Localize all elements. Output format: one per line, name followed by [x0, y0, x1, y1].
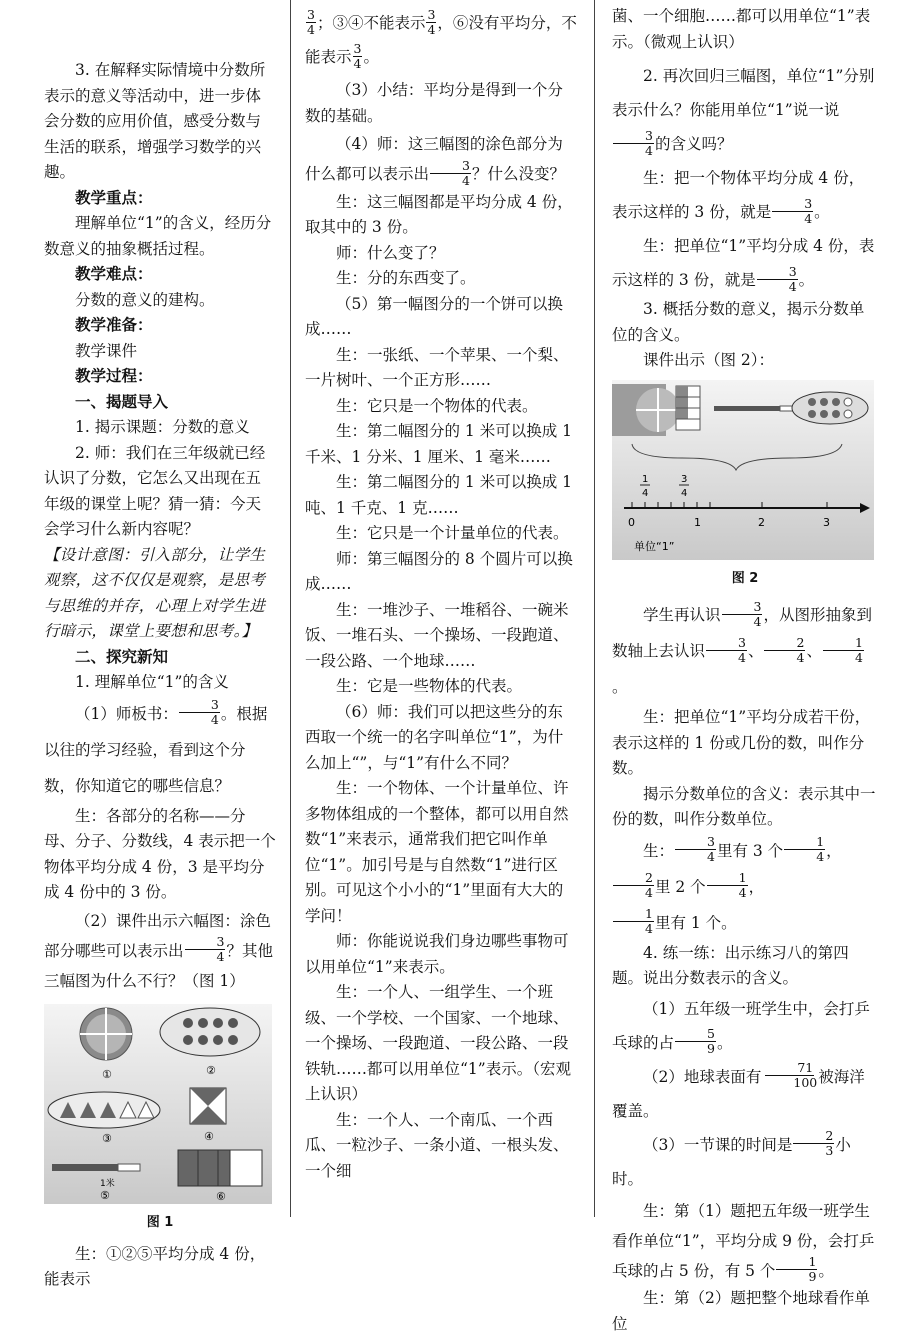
axis-fraction-3-4-den: 4 — [681, 487, 688, 499]
one-meter-label: 1米 — [100, 1179, 115, 1189]
fraction-1-4 — [784, 835, 825, 864]
fraction-denominator: 4 — [427, 21, 436, 37]
axis-fraction-1-4-num: 1 — [642, 473, 649, 485]
ex2-text-b: 被海洋覆盖。 — [612, 1067, 865, 1120]
fraction-denominator: 4 — [216, 949, 225, 964]
fraction-2-4 — [613, 871, 654, 900]
answer-parts: 生：各部分的名称——分母、分子、分数线，4 表示把一个物体平均分成 4 份，3 是平均分成 4 份中的 3 份。 — [44, 806, 276, 901]
design-intent-note: 【设计意图：引入部分，让学生观察，这不仅仅是观察，是思考与思维的并存，心理上对学生进行暗示，课堂上要想和思考。】 — [44, 545, 266, 640]
dot-shape — [832, 410, 840, 418]
preparation-text: 教学课件 — [75, 341, 138, 360]
ex1-text-a: （1）五年级一班学生中，会打乒乓球的占 — [612, 999, 870, 1052]
column-middle — [305, 0, 577, 1217]
meter-bar — [714, 406, 780, 411]
question-7: （6）师：我们可以把这些分的东西取一个统一的名字叫单位“1”，为什么加上“”，与“1”有什么不同？ — [305, 702, 564, 772]
fraction-71-100 — [762, 1061, 817, 1090]
teacher-what-changed: 师：什么变了？ — [336, 243, 445, 262]
unit-answer-paragraph — [612, 833, 878, 941]
fraction-numerator: 3 — [307, 6, 315, 22]
fraction-3-4 — [426, 8, 436, 37]
q4-text-a: （4）师：这三幅图的涂色部分为什么都可以表示出 — [305, 135, 563, 183]
process-heading: 教学过程： — [75, 367, 153, 385]
question-6: 师：第三幅图分的 8 个圆片可以换成…… — [305, 549, 573, 593]
answer-1 — [612, 161, 878, 229]
bar-segment — [96, 1164, 118, 1171]
fraction-denominator: 9 — [808, 1269, 817, 1284]
bar-segment — [74, 1164, 96, 1171]
grouping-brace — [632, 444, 842, 470]
axis-label-1: 1 — [694, 515, 701, 529]
fraction-numerator: 2 — [613, 871, 654, 886]
figure-label-4: ④ — [204, 1130, 214, 1143]
bar-segment — [118, 1164, 140, 1171]
dot-shape — [183, 1018, 193, 1028]
column-divider — [290, 0, 291, 1217]
top-continuation: 菌、一个细胞……都可以用单位“1”表示。（微观上认识） — [612, 7, 871, 51]
figure-label-3: ③ — [102, 1132, 112, 1145]
dot-shape — [832, 398, 840, 406]
rect-part — [198, 1150, 218, 1186]
question-5: （5）第一幅图分的一个饼可以换成…… — [305, 294, 563, 338]
student-changed: 生：分的东西变了。 — [336, 269, 476, 287]
answer-5b: 生：它只是一个物体的代表。 — [336, 396, 538, 415]
fraction-numerator: 3 — [706, 636, 747, 651]
re-text-e: 。 — [612, 678, 628, 696]
bar-segment — [52, 1164, 74, 1171]
fraction-1-4 — [707, 871, 748, 900]
a3-text-b: 。 — [818, 1261, 834, 1280]
answer-7b: 生：它只是一个计量单位的代表。 — [336, 524, 569, 542]
answer-8: 生：一堆沙子、一堆稻谷、一碗米饭、一堆石头、一个操场、一段跑道、一段公路、一个地球…… — [305, 600, 569, 670]
a1-text-a: 生：把一个物体平均分成 4 份，表示这样的 3 份，就是 — [612, 169, 865, 221]
fraction-numerator: 1 — [613, 907, 654, 922]
figure-label-5: ⑤ — [100, 1189, 110, 1202]
dot-shape — [228, 1035, 238, 1045]
fraction-denominator: 3 — [825, 1143, 834, 1158]
fraction-denominator: 4 — [738, 649, 746, 665]
fraction-numerator: 3 — [613, 129, 654, 144]
question-2 — [612, 59, 878, 161]
top-text-b: ；③④不能表示 — [316, 14, 426, 32]
definition-paragraph: 生：把单位“1”平均分成若干份，表示这样的 1 份或几份的数，叫作分数。 — [612, 708, 871, 777]
ex2-text-a: （2）地球表面有 — [643, 1067, 762, 1086]
difficulty-heading: 教学难点： — [75, 265, 153, 283]
fraction-unit-paragraph: 揭示分数单位的含义：表示其中一份的数，叫作分数单位。 — [612, 784, 876, 828]
fraction-3-4 — [706, 636, 747, 665]
column-left — [44, 0, 276, 1288]
fraction-5-9 — [675, 1027, 716, 1056]
fraction-numerator: 3 — [772, 197, 813, 212]
fraction-numerator: 3 — [675, 835, 716, 850]
a2-text-a: 生：把单位“1”平均分成 4 份，表示这样的 3 份，就是 — [612, 237, 875, 289]
axis-label-0: 0 — [628, 515, 635, 529]
section-2-heading: 二、探究新知 — [75, 647, 169, 666]
dot-shape — [198, 1035, 208, 1045]
answer-8b: 生：它是一些物体的代表。 — [336, 677, 523, 695]
fraction-denominator: 4 — [738, 885, 747, 900]
dot-shape — [844, 398, 852, 406]
q4-text-b: ？什么没变？ — [471, 165, 565, 183]
answer-6: 生：第二幅图分的 1 米可以换成 1 千米、1 分米、1 厘米、1 毫米…… — [305, 422, 573, 466]
section-2-item-1: 1. 理解单位“1”的含义 — [75, 673, 229, 691]
figure-2 — [612, 380, 874, 560]
fraction-denominator: 4 — [788, 278, 797, 294]
ex1-text-b: 。 — [716, 1033, 733, 1052]
fraction-numerator: 3 — [185, 935, 226, 950]
u-text-b: 里有 3 个 — [716, 841, 784, 860]
fraction-numerator: 1 — [823, 636, 864, 651]
difficulty-text: 分数的意义的建构。 — [75, 290, 215, 309]
six-text-a: （2）课件出示六幅图：涂色部分哪些可以表示出 — [44, 911, 271, 960]
dot-shape — [228, 1018, 238, 1028]
fraction-3-4 — [179, 698, 220, 727]
key-points-text: 理解单位“1”的含义，经历分数意义的抽象概括过程。 — [44, 214, 272, 258]
dot-shape — [808, 410, 816, 418]
re-text-c: 、 — [747, 642, 764, 660]
fraction-denominator: 4 — [462, 172, 470, 188]
answer-4: 生：这三幅图都是平均分成 4 份，取其中的 3 份。 — [305, 192, 573, 236]
fraction-numerator: 71 — [765, 1061, 814, 1076]
six-figures-paragraph — [44, 906, 276, 997]
fraction-3-4 — [353, 42, 363, 71]
fraction-denominator: 4 — [796, 649, 805, 665]
fraction-numerator: 3 — [427, 6, 436, 22]
answer-exercise-2: 生：第（2）题把整个地球看作单位 — [612, 1289, 870, 1333]
dot-shape — [820, 398, 828, 406]
dot-shape — [820, 410, 828, 418]
answer-5: 生：一张纸、一个苹果、一个梨、一片树叶、一个正方形…… — [305, 345, 569, 389]
fraction-numerator: 3 — [757, 265, 798, 280]
q2-text-a: 2. 再次回归三幅图，单位“1”分别表示什么？你能用单位“1”说一说 — [612, 67, 875, 119]
key-points-heading: 教学重点： — [75, 188, 153, 207]
fraction-numerator: 2 — [764, 636, 805, 651]
fraction-denominator: 4 — [753, 613, 762, 629]
fraction-3-4 — [722, 600, 763, 629]
fraction-numerator: 1 — [784, 835, 825, 850]
fraction-2-3 — [793, 1129, 834, 1158]
rect-part — [178, 1150, 198, 1186]
exercise-1 — [612, 992, 878, 1060]
a2-text-b: 。 — [798, 271, 815, 289]
fraction-denominator: 4 — [307, 21, 315, 37]
courseware-show: 课件出示（图 2）： — [643, 351, 775, 369]
fraction-denominator: 4 — [804, 210, 813, 226]
axis-label-3: 3 — [823, 515, 830, 529]
fraction-numerator: 3 — [353, 40, 362, 56]
dot-shape — [213, 1035, 223, 1045]
ex3-text-a: （3）一节课的时间是 — [643, 1135, 793, 1154]
axis-label-2: 2 — [758, 515, 765, 529]
fraction-3-4 — [675, 835, 716, 864]
dot-shape — [198, 1018, 208, 1028]
goal-3-paragraph: 3. 在解释实际情境中分数所表示的意义等活动中，进一步体会分数的应用价值，感受分数与生活的联系，增强学习数学的兴趣。 — [44, 61, 266, 181]
unit-one-label: 单位“1” — [634, 539, 675, 553]
answer-10: 生：一个人、一组学生、一个班级、一个学校、一个国家、一个地球、一个操场、一段跑道、一段公路、一段铁轨……都可以用单位“1”表示。（宏观上认识） — [305, 983, 571, 1103]
axis-fraction-3-4-num: 3 — [681, 473, 688, 485]
fraction-3-4 — [185, 935, 226, 964]
section-1-item-2: 2. 师：我们在三年级就已经认识了分数，它怎么又出现在五年级的课堂上呢？猜一猜：今天会学习什么新内容呢？ — [44, 443, 266, 538]
fraction-1-4 — [823, 636, 864, 665]
summary-paragraph: （3）小结：平均分是得到一个分数的基础。 — [305, 81, 563, 125]
u-text-a: 生： — [643, 841, 675, 860]
fraction-denominator: 4 — [353, 55, 362, 71]
fraction-numerator: 5 — [675, 1027, 716, 1042]
top-text-d: 。 — [363, 48, 379, 66]
rect-part — [230, 1150, 262, 1186]
ex3-text-b: 小时。 — [612, 1135, 851, 1188]
fraction-denominator: 4 — [816, 849, 825, 864]
u-text-d: 里 2 个 — [654, 877, 706, 896]
six-text-b: ？其他三幅图为什么不行？（图 1） — [44, 941, 273, 990]
column-divider — [594, 0, 595, 1217]
fraction-3-4 — [757, 265, 798, 294]
fraction-denominator: 4 — [645, 142, 653, 158]
fraction-numerator: 3 — [722, 600, 763, 615]
fraction-denominator: 9 — [707, 1041, 715, 1056]
fraction-3-4 — [306, 8, 316, 37]
board-text-a: （1）师板书： — [75, 704, 178, 723]
figure-2-drawing — [612, 380, 874, 560]
top-text-c: ，⑥没有平均分，不能表示 — [305, 14, 577, 66]
board-text-b: 。根据以往的学习经验，看到这个分数，你知道它的哪些信息？ — [44, 704, 268, 795]
q2-text-b: 的含义吗？ — [654, 135, 733, 153]
fraction-denominator: 4 — [707, 849, 715, 864]
answer-1-2-5: 生：①②⑤平均分成 4 份，能表示 — [44, 1244, 266, 1288]
fraction-denominator: 4 — [210, 712, 219, 727]
ellipse-shape — [160, 1008, 260, 1056]
section-1-heading: 一、揭题导入 — [75, 392, 169, 411]
fraction-1-9 — [776, 1255, 817, 1284]
fraction-3-4 — [613, 129, 654, 158]
answer-2 — [612, 229, 878, 297]
axis-arrow — [860, 503, 870, 513]
dot-shape — [183, 1035, 193, 1045]
rect-part — [218, 1150, 230, 1186]
column-right — [612, 0, 878, 1333]
fraction-denominator: 100 — [793, 1075, 818, 1090]
fraction-numerator: 1 — [776, 1255, 817, 1270]
top-continuation — [305, 6, 577, 74]
answer-9: 生：一个物体、一个计量单位、许多物体组成的一个整体，都可以用自然数“1”来表示，通常我们把它叫作单位“1”。加引号是与自然数“1”进行区别。可见这个小小的“1”里面有大大的学问！ — [305, 779, 569, 925]
axis-fraction-1-4-den: 4 — [642, 487, 649, 499]
figure-2-caption: 图 2 — [731, 570, 759, 586]
fraction-2-4 — [764, 636, 805, 665]
dot-shape — [844, 410, 852, 418]
a1-text-b: 。 — [814, 203, 830, 221]
re-text-a: 学生再认识 — [643, 606, 721, 624]
figure-1-caption: 图 1 — [146, 1215, 174, 1230]
answer-exercise-1 — [612, 1196, 878, 1287]
u-text-f: 里有 1 个。 — [654, 913, 737, 932]
board-paragraph — [44, 696, 276, 804]
dot-shape — [808, 398, 816, 406]
fraction-numerator: 2 — [793, 1129, 834, 1144]
u-text-c: ， — [826, 841, 842, 860]
figure-1-drawing — [44, 1004, 272, 1204]
re-recognize-paragraph — [612, 597, 878, 705]
exercise-paragraph: 4. 练一练：出示练习八的第四题。说出分数表示的含义。 — [612, 943, 849, 987]
fraction-numerator: 3 — [430, 159, 471, 174]
figure-1 — [44, 1004, 272, 1204]
re-text-b: ，从图形抽象到数轴上去认识 — [612, 606, 872, 660]
fraction-denominator: 4 — [645, 885, 653, 900]
fraction-3-4 — [772, 197, 813, 226]
fraction-numerator: 3 — [179, 698, 220, 713]
fraction-3-4 — [430, 159, 471, 188]
fraction-denominator: 4 — [645, 921, 653, 936]
figure-label-6: ⑥ — [216, 1190, 226, 1203]
fraction-1-4 — [613, 907, 654, 936]
exercise-2 — [612, 1060, 878, 1128]
dot-shape — [213, 1018, 223, 1028]
figure-label-1: ① — [102, 1068, 112, 1081]
question-8: 师：你能说说我们身边哪些事物可以用单位“1”来表示。 — [305, 932, 569, 976]
fraction-denominator: 4 — [854, 649, 863, 665]
answer-11: 生：一个人、一个南瓜、一个西瓜、一粒沙子、一条小道、一根头发、一个细 — [305, 1110, 569, 1180]
question-4-paragraph — [305, 129, 577, 190]
re-text-d: 、 — [806, 642, 822, 660]
paper-shaded — [676, 386, 688, 419]
figure-label-2: ② — [206, 1064, 216, 1077]
fraction-numerator: 1 — [707, 871, 748, 886]
exercise-3 — [612, 1128, 878, 1196]
u-text-e: ， — [748, 877, 765, 896]
question-3: 3. 概括分数的意义，揭示分数单位的含义。 — [612, 300, 865, 344]
a3-text-a: 生：第（1）题把五年级一班学生看作单位“1”，平均分成 9 份，会打乒乓球的占 5 份，有 5 个 — [612, 1201, 875, 1280]
section-1-item-1: 1. 揭示课题：分数的意义 — [75, 418, 250, 436]
ellipse-shape — [792, 392, 868, 424]
preparation-heading: 教学准备： — [75, 316, 153, 334]
answer-7: 生：第二幅图分的 1 米可以换成 1 吨、1 千克、1 克…… — [305, 473, 573, 517]
